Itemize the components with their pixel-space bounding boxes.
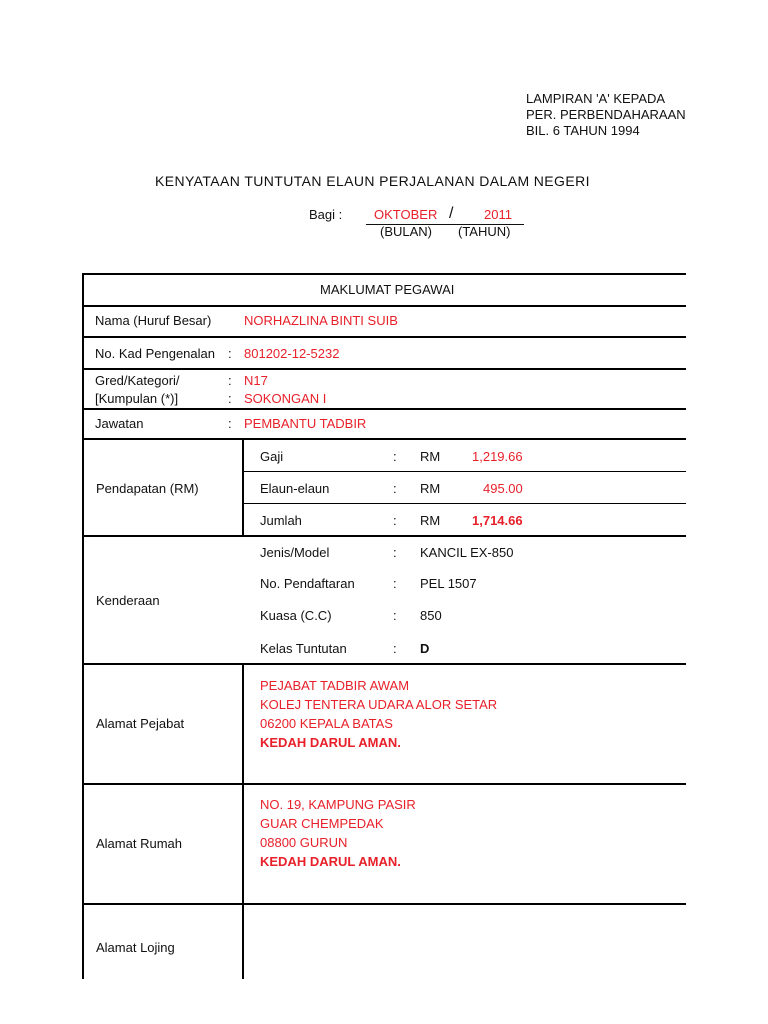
alamat-pejabat-line: 06200 KEPALA BATAS xyxy=(260,716,393,731)
table-rule xyxy=(82,305,686,307)
jumlah-label: Jumlah xyxy=(260,513,302,528)
table-rule xyxy=(82,903,686,905)
jawatan-value: PEMBANTU TADBIR xyxy=(244,416,367,431)
alamat-rumah-line: GUAR CHEMPEDAK xyxy=(260,816,384,831)
alamat-lojing-label: Alamat Lojing xyxy=(96,940,175,955)
gred-colon: : xyxy=(228,373,232,388)
table-rule xyxy=(82,368,686,370)
kuasa-value: 850 xyxy=(420,608,442,623)
alamat-pejabat-line: PEJABAT TADBIR AWAM xyxy=(260,678,410,693)
elaun-value: 495.00 xyxy=(483,481,523,496)
no-pendaftaran-label: No. Pendaftaran xyxy=(260,576,355,591)
nama-value: NORHAZLINA BINTI SUIB xyxy=(244,313,398,328)
kad-label: No. Kad Pengenalan xyxy=(95,346,215,361)
alamat-rumah-label: Alamat Rumah xyxy=(96,836,182,851)
kenderaan-label: Kenderaan xyxy=(96,593,160,608)
jenis-model-label: Jenis/Model xyxy=(260,545,330,560)
gaji-value: 1,219.66 xyxy=(472,449,523,464)
alamat-rumah-line: KEDAH DARUL AMAN. xyxy=(260,854,401,869)
lampiran-reference xyxy=(526,91,686,139)
jenis-model-colon: : xyxy=(393,545,397,560)
kad-colon: : xyxy=(228,346,232,361)
table-rule xyxy=(82,663,686,665)
nama-label: Nama (Huruf Besar) xyxy=(95,313,212,328)
bagi-label: Bagi : xyxy=(309,207,343,222)
kelas-tuntutan-colon: : xyxy=(393,641,397,656)
table-inner-divider xyxy=(242,663,244,783)
elaun-label: Elaun-elaun xyxy=(260,481,330,496)
table-rule xyxy=(82,783,686,785)
elaun-colon: : xyxy=(393,481,397,496)
table-rule xyxy=(82,336,686,338)
table-inner-divider xyxy=(242,903,244,979)
kumpulan-colon: : xyxy=(228,391,232,406)
table-left-border xyxy=(82,273,84,979)
table-rule xyxy=(244,503,686,504)
kad-value: 801202-12-5232 xyxy=(244,346,340,361)
lampiran-line: PER. PERBENDAHARAAN xyxy=(526,107,686,122)
bagi-slash: / xyxy=(449,205,454,222)
alamat-pejabat-line: KEDAH DARUL AMAN. xyxy=(260,735,401,750)
table-rule xyxy=(82,535,686,537)
kelas-tuntutan-value: D xyxy=(420,641,430,656)
table-inner-divider xyxy=(242,438,244,535)
kumpulan-value: SOKONGAN I xyxy=(244,391,327,406)
jumlah-currency: RM xyxy=(420,513,441,528)
kumpulan-label: [Kumpulan (*)] xyxy=(95,391,179,406)
pendapatan-label: Pendapatan (RM) xyxy=(96,481,199,496)
bulan-caption: (BULAN) xyxy=(380,224,433,239)
gred-label: Gred/Kategori/ xyxy=(95,373,180,388)
kuasa-colon: : xyxy=(393,608,397,623)
table-rule xyxy=(82,408,686,410)
kelas-tuntutan-label: Kelas Tuntutan xyxy=(260,641,347,656)
lampiran-line: LAMPIRAN 'A' KEPADA xyxy=(526,91,666,106)
alamat-pejabat-line: KOLEJ TENTERA UDARA ALOR SETAR xyxy=(260,697,498,712)
elaun-currency: RM xyxy=(420,481,441,496)
gred-value: N17 xyxy=(244,373,268,388)
table-inner-divider xyxy=(242,783,244,903)
table-rule xyxy=(82,273,686,275)
lampiran-line: BIL. 6 TAHUN 1994 xyxy=(526,123,640,138)
alamat-pejabat-label: Alamat Pejabat xyxy=(96,716,185,731)
section-title: MAKLUMAT PEGAWAI xyxy=(320,282,455,297)
table-rule xyxy=(244,471,686,472)
table-rule xyxy=(82,438,686,440)
tahun-caption: (TAHUN) xyxy=(458,224,511,239)
no-pendaftaran-colon: : xyxy=(393,576,397,591)
jawatan-label: Jawatan xyxy=(95,416,144,431)
gaji-currency: RM xyxy=(420,449,441,464)
jenis-model-value: KANCIL EX-850 xyxy=(420,545,514,560)
alamat-rumah-line: NO. 19, KAMPUNG PASIR xyxy=(260,797,416,812)
tahun-value: 2011 xyxy=(484,207,512,222)
jumlah-value: 1,714.66 xyxy=(472,513,523,528)
document-title: KENYATAAN TUNTUTAN ELAUN PERJALANAN DALAM NEGERI xyxy=(155,173,590,189)
bulan-value: OKTOBER xyxy=(374,207,438,222)
jumlah-colon: : xyxy=(393,513,397,528)
alamat-rumah-line: 08800 GURUN xyxy=(260,835,348,850)
gaji-label: Gaji xyxy=(260,449,284,464)
gaji-colon: : xyxy=(393,449,397,464)
kuasa-label: Kuasa (C.C) xyxy=(260,608,332,623)
no-pendaftaran-value: PEL 1507 xyxy=(420,576,477,591)
jawatan-colon: : xyxy=(228,416,232,431)
